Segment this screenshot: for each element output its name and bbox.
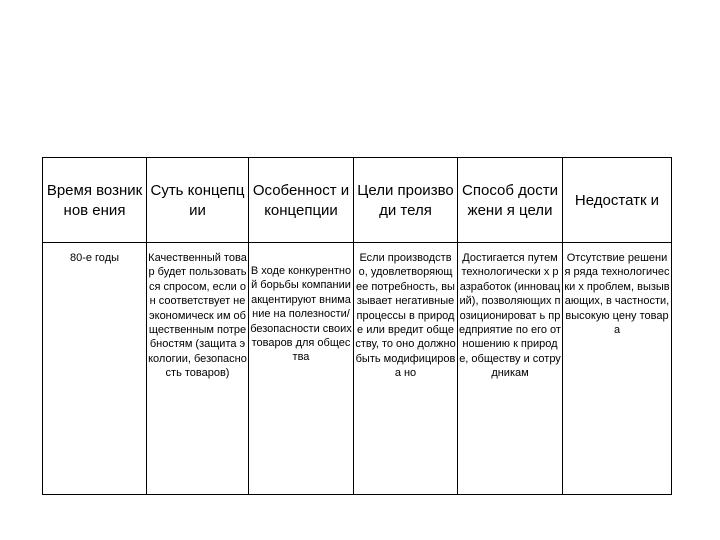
header-concept-features: Особенност и концепции [249,158,354,243]
header-time-of-origin: Время возникнов ения [43,158,147,243]
concept-table [42,157,672,495]
cell-concept-features: В ходе конкурентной борьбы компании акцентируют внимание на полезности/ безопасности своих товаров для общества [249,243,354,495]
table-header [43,158,672,243]
header-means-of-achieving-goal: Способ достижени я цели [458,158,563,243]
cell-producer-goals: Если производство, удовлетворяющ ее потребность, вызывает негативные процессы в природе или вредит обществу, то оно должно быть модифицирова но [354,243,458,495]
cell-time-of-origin: 80-е годы [43,243,147,495]
table-row [43,243,672,495]
header-drawbacks: Недостатк и [563,158,672,243]
cell-means-of-achieving-goal: Достигается путем технологически х разработок (инноваций), позволяющих позиционироват ь предприятие по его отношению к природе, обществу и сотрудникам [458,243,563,495]
cell-concept-essence: Качественный товар будет пользоваться спросом, если он соответствует неэкономическ им общественным потребностям (защита экологии, безопасность товаров) [147,243,249,495]
table-body [43,243,672,495]
header-concept-essence: Суть концепции [147,158,249,243]
header-row [43,158,672,243]
cell-drawbacks: Отсутствие решения ряда технологически х проблем, вызывающих, в частности, высокую цену товара [563,243,672,495]
header-producer-goals: Цели производи теля [354,158,458,243]
